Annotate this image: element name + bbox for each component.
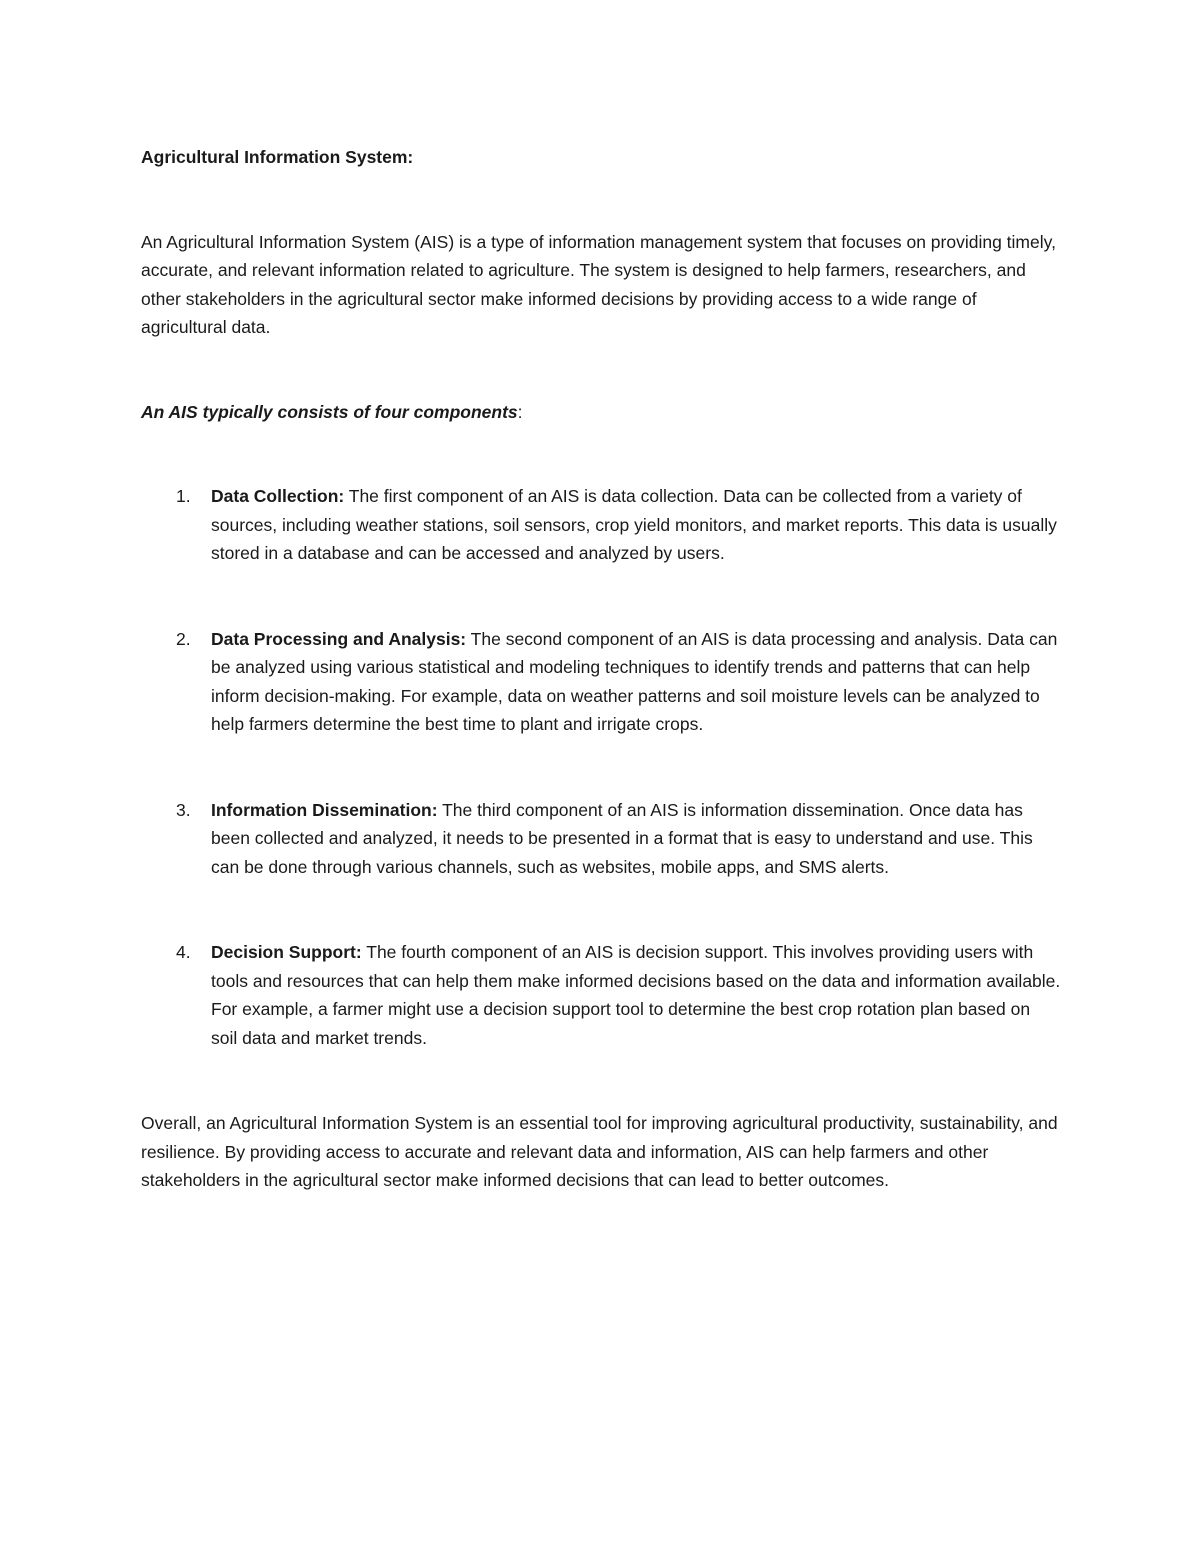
component-description: The third component of an AIS is information dissemination. Once data has been collected and analyzed, it needs to be presented in a format that is easy to understand and use. This can be done through various channels, such as websites, mobile apps, and SMS alerts.	[211, 799, 1033, 877]
document-title: Agricultural Information System:	[141, 147, 414, 167]
list-item-data-processing	[141, 625, 1061, 739]
list-number: 1.	[176, 486, 191, 506]
component-description: The second component of an AIS is data processing and analysis. Data can be analyzed using various statistical and modeling techniques to identify trends and patterns that can help inform decision-making. For example, data on weather patterns and soil moisture levels can be analyzed to help farmers determine the best time to plant and irrigate crops.	[211, 628, 1058, 734]
component-term: Data Collection:	[211, 486, 345, 506]
component-description: The fourth component of an AIS is decision support. This involves providing users with tools and resources that can help them make informed decisions based on the data and information available. For example, a farmer might use a decision support tool to determine the best crop rotation plan based on soil data and market trends.	[211, 942, 1061, 1048]
list-item-data-collection	[141, 482, 1061, 568]
component-description: The first component of an AIS is data collection. Data can be collected from a variety of sources, including weather stations, soil sensors, crop yield monitors, and market reports. This data is usually stored in a database and can be accessed and analyzed by users.	[211, 486, 1057, 563]
component-term: Data Processing and Analysis:	[211, 628, 467, 649]
list-item-decision-support	[141, 938, 1061, 1052]
components-heading	[141, 398, 1061, 427]
list-number: 3.	[176, 799, 191, 820]
list-item-information-dissemination	[141, 796, 1061, 882]
components-heading-text: An AIS typically consists of four components	[141, 401, 518, 422]
list-number: 2.	[176, 628, 191, 649]
component-term: Information Dissemination:	[211, 799, 438, 820]
components-list	[141, 482, 1061, 1052]
conclusion-paragraph: Overall, an Agricultural Information System is an essential tool for improving agricultural productivity, sustainability, and resilience. By providing access to accurate and relevant data and information, AIS can help farmers and other stakeholders in the agricultural sector make informed decisions that can lead to better outcomes.	[141, 1113, 1058, 1190]
component-term: Decision Support:	[211, 942, 362, 962]
document-body	[141, 143, 1061, 1195]
list-number: 4.	[176, 942, 191, 962]
intro-paragraph: An Agricultural Information System (AIS) is a type of information management system that focuses on providing timely, accurate, and relevant information related to agriculture. The system is designed to help farmers, researchers, and other stakeholders in the agricultural sector make informed decisions by providing access to a wide range of agricultural data.	[141, 231, 1056, 337]
components-heading-colon: :	[517, 401, 523, 422]
